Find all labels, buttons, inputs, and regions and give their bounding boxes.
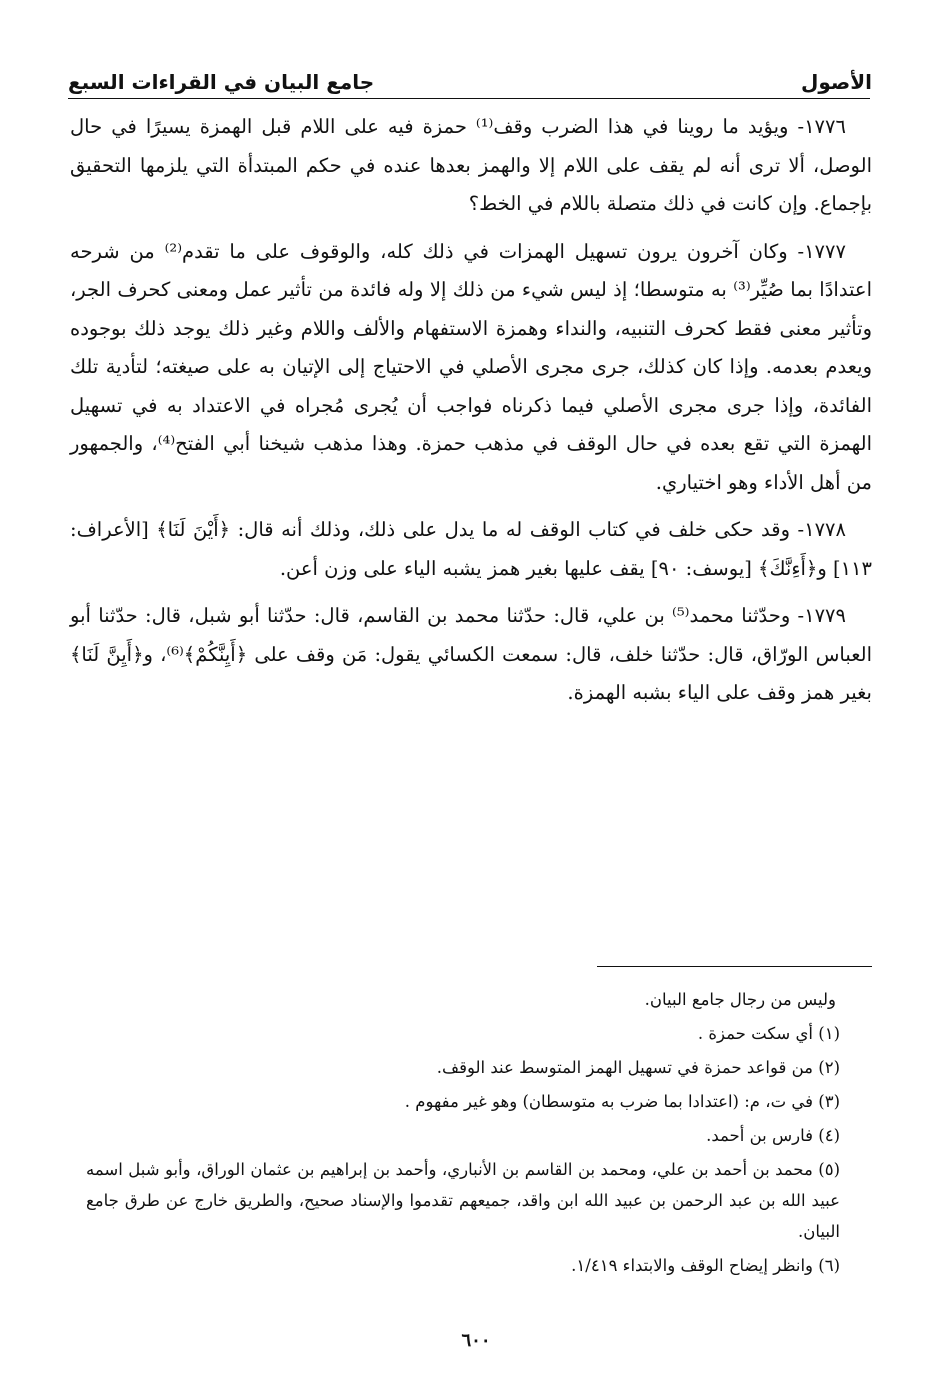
main-text: [70, 108, 872, 713]
footnote-5: (٥) محمد بن أحمد بن علي، ومحمد بن القاسم بن الأنباري، وأحمد بن إبراهيم بن عثمان الوراق، وأبو شبل اسمه عبيد الله بن عبد الرحمن بن عبيد الله ابن واقد، جميعهم تقدموا والإسناد صحيح، والطريق خارج عن طرق جامع البيان.: [86, 1160, 840, 1241]
footnote-4: (٤) فارس بن أحمد.: [706, 1126, 840, 1145]
running-header: [68, 56, 872, 96]
footnote-3: (٣) في ت، م: (اعتدادا بما ضرب به متوسطان) وهو غير مفهوم .: [404, 1092, 840, 1111]
footnotes: [86, 984, 840, 1284]
page-number: ٦٠٠: [461, 1330, 491, 1351]
section-title: الأصول: [801, 70, 872, 94]
paragraph-1777: ١٧٧٧- وكان آخرون يرون تسهيل الهمزات في ذلك كله، والوقوف على ما تقدم⁽²⁾ من شرحه اعتدادًا بما صُيِّر⁽³⁾ به متوسطا؛ إذ ليس شيء من ذلك إلا وله فائدة من تأثير عمل ومعنى كحرف الجر، وتأثير معنى فقط كحرف التنبيه، والنداء وهمزة الاستفهام والألف واللام وغير ذلك يوجد ذلك بوجوده ويعدم بعدمه. وإذا كان كذلك، جرى مجرى الأصلي في الاحتياج إلى الإتيان به على صيغته؛ لتأدية تلك الفائدة، وإذا جرى مجرى الأصلي فيما ذكرناه فواجب أن يُجرى مُجراه في الاعتداد به في تسهيل الهمزة التي تقع بعده في حال الوقف في مذهب حمزة. وهذا مذهب شيخنا أبي الفتح⁽⁴⁾، والجمهور من أهل الأداء وهو اختياري.: [70, 239, 872, 494]
footnote-divider: [597, 966, 872, 967]
paragraph-1776: ١٧٧٦- ويؤيد ما روينا في هذا الضرب وقف⁽¹⁾ حمزة فيه على اللام قبل الهمزة يسيرًا في حال الوصل، ألا ترى أنه لم يقف على اللام إلا والهمز بعدها عنده في حكم المبتدأة التي يلزمها التحقيق بإجماع. وإن كانت في ذلك متصلة باللام في الخط؟: [70, 115, 872, 215]
footnote-1: (١) أي سكت حمزة .: [697, 1024, 840, 1043]
footnote-continuation: وليس من رجال جامع البيان.: [644, 990, 836, 1009]
header-divider: [68, 98, 870, 99]
footnote-2: (٢) من قواعد حمزة في تسهيل الهمز المتوسط عند الوقف.: [436, 1058, 840, 1077]
book-title: جامع البيان في القراءات السبع: [68, 70, 375, 94]
footnote-6: (٦) وانظر إيضاح الوقف والابتداء ١/٤١٩.: [571, 1256, 840, 1275]
paragraph-1779: ١٧٧٩- وحدّثنا محمد⁽⁵⁾ بن علي، قال: حدّثنا محمد بن القاسم، قال: حدّثنا أبو شبل، قال: حدّثنا أبو العباس الورّاق، قال: حدّثنا خلف، قال: سمعت الكسائي يقول: مَن وقف على ﴿أَيِنَّكُمْ﴾⁽⁶⁾، و﴿أَيِنَّ لَنَا﴾ بغير همز وقف على الياء بشبه الهمزة.: [70, 604, 872, 704]
paragraph-1778: ١٧٧٨- وقد حكى خلف في كتاب الوقف له ما يدل على ذلك، وذلك أنه قال: ﴿أَيْنَ لَنَا﴾ [الأعراف: ١١٣] و﴿أَءِنَّكَ﴾ [يوسف: ٩٠] يقف عليها بغير همز يشبه الياء على وزن أعن.: [70, 518, 872, 580]
